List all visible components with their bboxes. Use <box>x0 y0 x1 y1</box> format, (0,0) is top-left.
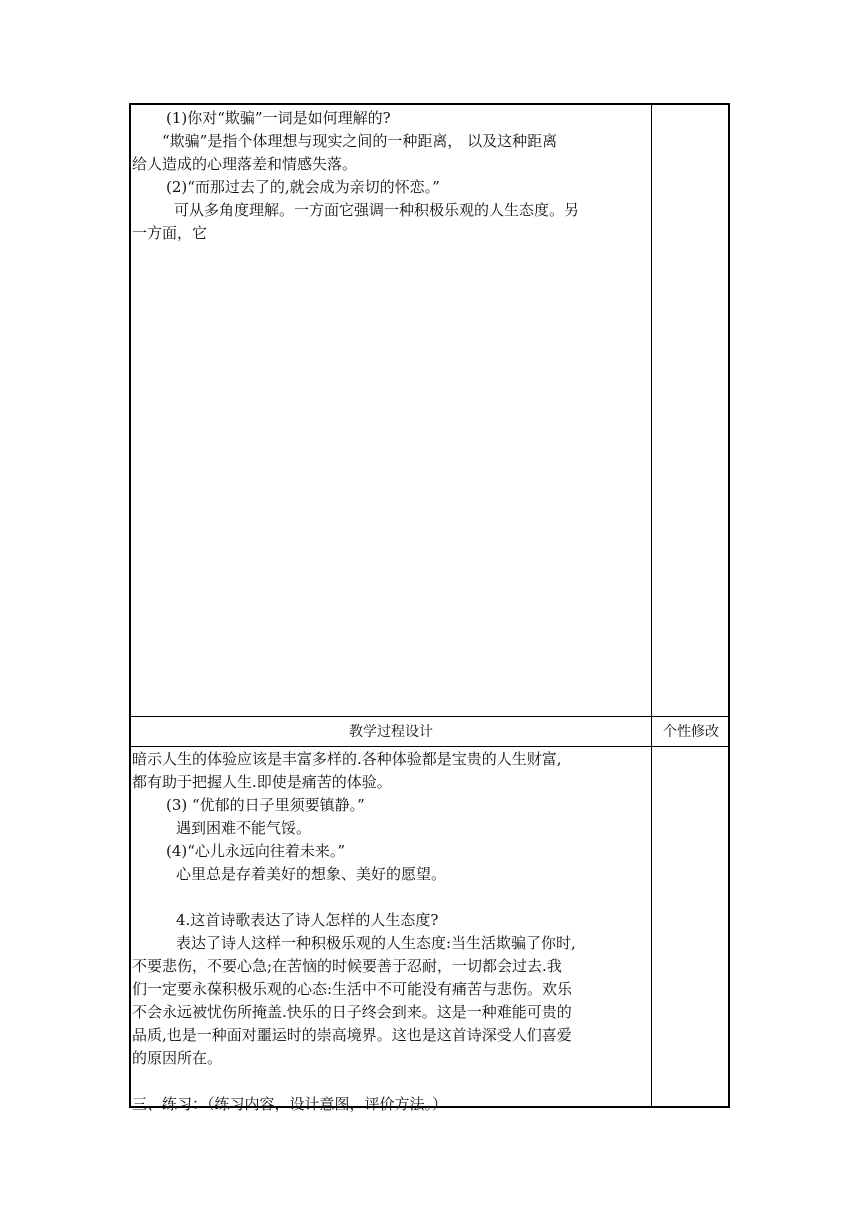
answer-2-line-1: 可从多角度理解。一方面它强调一种积极乐观的人生态度。另 <box>174 201 580 219</box>
question-2-line: (2)“而那过去了的,就会成为亲切的怀恋。” <box>166 178 440 196</box>
row-divider-lower <box>131 746 728 747</box>
lesson-plan-table <box>129 103 730 1113</box>
answer-1-line-1: “欺骗”是指个体理想与现实之间的一种距离， 以及这种距离 <box>162 132 558 150</box>
spacer-line <box>132 886 650 909</box>
answer-4-line: 心里总是存着美好的想象、美好的愿望。 <box>176 865 447 883</box>
answer-2-line-2: 一方面，它 <box>132 224 208 242</box>
question-poem-attitude: 4.这首诗歌表达了诗人怎样的人生态度? <box>176 911 439 929</box>
answer-2-continued-line-1: 暗示人生的体验应该是丰富多样的.各种体验都是宝贵的人生财富, <box>132 750 562 768</box>
question-3-line: (3) “优郁的日子里须要镇静。” <box>166 796 365 814</box>
answer-1-line-2: 给人造成的心理落差和情感失落。 <box>132 155 358 173</box>
teaching-design-header: 教学过程设计 <box>349 724 433 740</box>
answer-poem-line-2: 不要悲伤，不要心急;在苦恼的时候要善于忍耐，一切都会过去.我 <box>132 957 562 975</box>
answer-poem-line-3: 们一定要永葆积极乐观的心态:生活中不可能没有痛苦与悲伤。欢乐 <box>132 980 573 998</box>
personal-revision-header: 个性修改 <box>663 724 719 740</box>
answer-poem-line-1: 表达了诗人这样一种积极乐观的人生态度:当生活欺骗了你时, <box>176 934 576 952</box>
spacer-line-2 <box>132 1070 650 1093</box>
column-divider <box>651 105 652 1106</box>
bottom-content-cell <box>132 748 650 1113</box>
question-1-line: (1)你对“欺骗”一词是如何理解的? <box>166 109 391 127</box>
exercise-section-title: 三、练习：（练习内容，设计意图，评价方法。） <box>132 1095 448 1113</box>
answer-poem-line-4: 不会永远被忧伤所掩盖.快乐的日子终会到来。这是一种难能可贵的 <box>132 1003 572 1021</box>
answer-poem-line-6: 的原因所在。 <box>132 1049 223 1067</box>
answer-3-line: 遇到困难不能气馁。 <box>176 819 312 837</box>
question-4-line: (4)“心儿永远向往着未来。” <box>166 842 346 860</box>
answer-poem-line-5: 品质,也是一种面对噩运时的崇高境界。这也是这首诗深受人们喜爱 <box>132 1026 572 1044</box>
row-divider-upper <box>131 716 728 717</box>
answer-2-continued-line-2: 都有助于把握人生.即使是痛苦的体验。 <box>132 773 392 791</box>
top-content-cell <box>132 107 650 713</box>
